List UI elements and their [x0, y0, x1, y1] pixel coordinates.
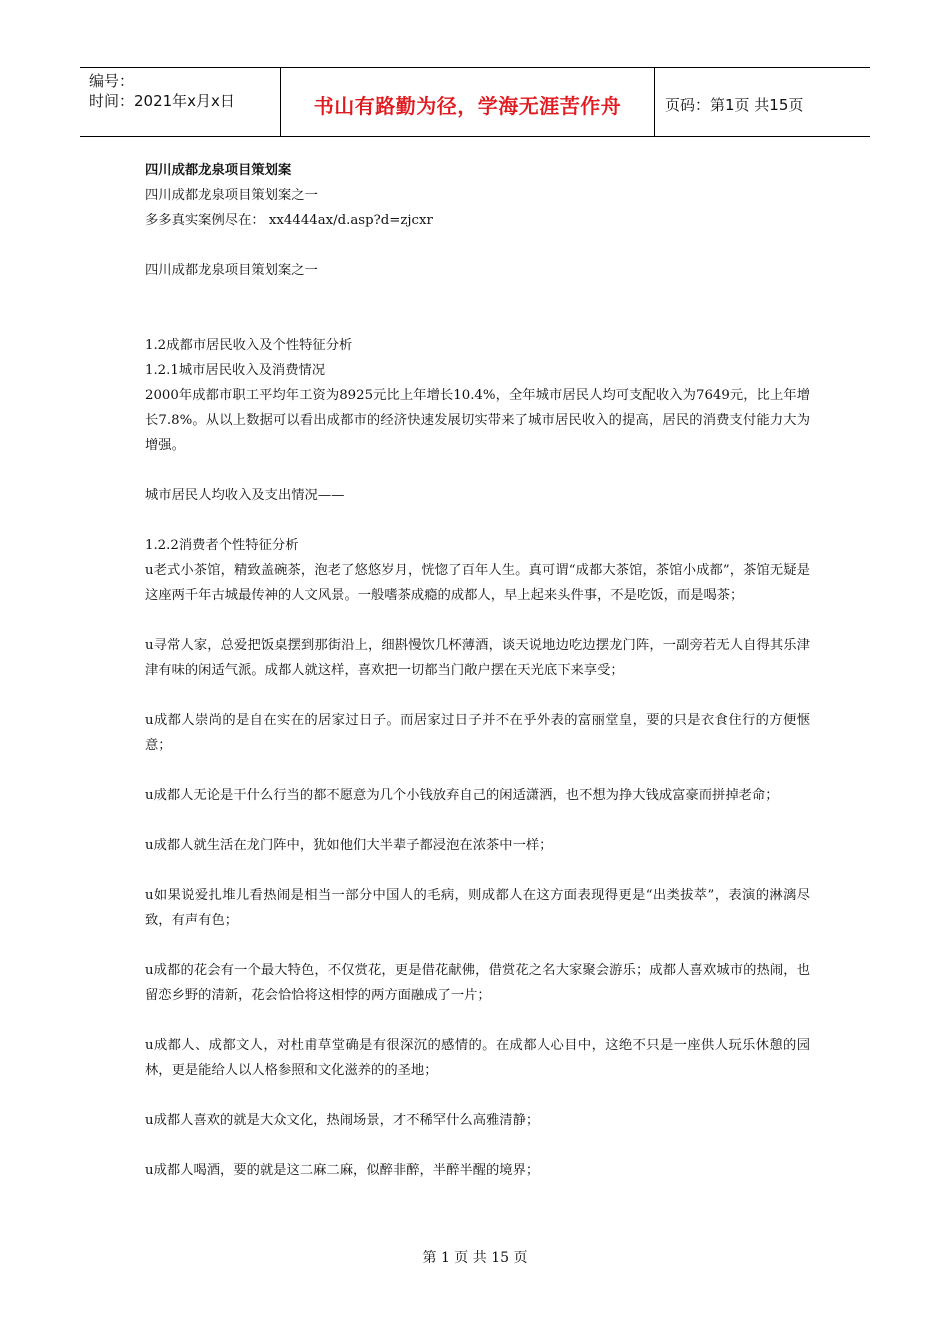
list-item: u成都的花会有一个最大特色，不仅赏花，更是借花献佛，借赏花之名大家聚会游乐；成都人喜欢城市的热闹，也留恋乡野的清新，花会恰恰将这相悖的两方面融成了一片； — [145, 963, 810, 1003]
list-item: u成都人、成都文人，对杜甫草堂确是有很深沉的感情的。在成都人心目中，这绝不只是一座供人玩乐休憩的园林，更是能给人以人格参照和文化滋养的的圣地； — [145, 1038, 810, 1078]
list-item: u老式小茶馆，精致盖碗茶，泡老了悠悠岁月，恍惚了百年人生。真可谓“成都大茶馆，茶馆小成都”，茶馆无疑是这座两千年古城最传神的人文风景。一般嗜茶成瘾的成都人，早上起来头件事，不是吃饭，而是喝茶； — [145, 563, 810, 603]
section-heading: 1.2成都市居民收入及个性特征分析 — [145, 338, 353, 353]
doc-source: 多多真实案例尽在： xx4444ax/d.asp?d=zjcxr — [145, 213, 433, 228]
number-label: 编号： — [89, 72, 135, 90]
income-paragraph: 2000年成都市职工平均年工资为8925元比上年增长10.4%，全年城市居民人均可支配收入为7649元，比上年增长7.8%。从以上数据可以看出成都市的经济快速发展切实带来了城市居民收入的提高，居民的消费支付能力大为增强。 — [145, 388, 810, 453]
doc-subtitle-repeat: 四川成都龙泉项目策划案之一 — [145, 263, 318, 278]
list-item: u如果说爱扎堆儿看热闹是相当一部分中国人的毛病，则成都人在这方面表现得更是“出类拔萃”，表演的淋漓尽致，有声有色； — [145, 888, 810, 928]
list-item: u成都人无论是干什么行当的都不愿意为几个小钱放弃自己的闲适潇洒，也不想为挣大钱成富豪而拼掉老命； — [145, 788, 779, 803]
motto: 书山有路勤为径，学海无涯苦作舟 — [313, 94, 622, 118]
list-item: u成都人崇尚的是自在实在的居家过日子。而居家过日子并不在乎外表的富丽堂皇，要的只是衣食住行的方便惬意； — [145, 713, 810, 753]
list-item: u成都人喝酒，要的就是这二麻二麻，似醉非醉，半醉半醒的境界； — [145, 1163, 540, 1178]
list-item: u成都人喜欢的就是大众文化，热闹场景，才不稀罕什么高雅清静； — [145, 1113, 540, 1128]
header-page-cell — [655, 68, 870, 136]
header-motto-cell — [281, 68, 655, 136]
list-item: u寻常人家，总爱把饭桌摆到那街沿上，细斟慢饮几杯薄酒，谈天说地边吃边摆龙门阵，一副旁若无人自得其乐津津有味的闲适气派。成都人就这样，喜欢把一切都当门敞户摆在天光底下来享受； — [145, 638, 810, 678]
subsection-heading: 1.2.1城市居民收入及消费情况 — [145, 363, 326, 378]
subsection-heading: 1.2.2消费者个性特征分析 — [145, 538, 299, 553]
doc-subtitle: 四川成都龙泉项目策划案之一 — [145, 188, 318, 203]
header-info-cell — [80, 68, 281, 136]
time-label: 时间：2021年x月x日 — [89, 92, 235, 110]
document-body — [145, 158, 810, 1183]
list-item: u成都人就生活在龙门阵中，犹如他们大半辈子都浸泡在浓茶中一样； — [145, 838, 553, 853]
income-caption: 城市居民人均收入及支出情况—— — [145, 488, 345, 503]
header-table — [80, 67, 870, 137]
doc-title: 四川成都龙泉项目策划案 — [145, 163, 292, 178]
page-footer: 第 1 页 共 15 页 — [422, 1250, 528, 1266]
page-info: 页码：第1页 共15页 — [665, 96, 804, 114]
